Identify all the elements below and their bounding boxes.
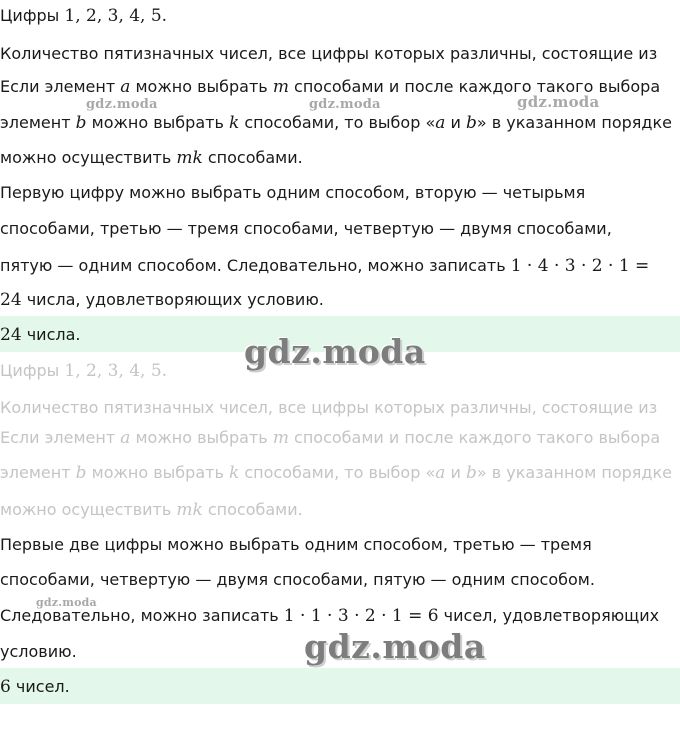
watermark-large-1: gdz.moda (244, 332, 426, 371)
rule-line-4: Если элемент a можно выбрать m способами и после каждого такого выбора (0, 428, 661, 448)
answer-text-2: 6 чисел. (0, 677, 70, 697)
task-statement-1: Количество пятизначных чисел, все цифры которых различны, состоящие из (0, 44, 658, 63)
task-statement-2: Количество пятизначных чисел, все цифры которых различны, состоящие из (0, 398, 658, 417)
rule-line-2: элемент b можно выбрать k способами, то выбор «a и b» в указанном порядке (0, 113, 672, 133)
watermark-small-1: gdz.moda (86, 97, 158, 112)
watermark-small-3: gdz.moda (517, 93, 600, 111)
rule-line-5: элемент b можно выбрать k способами, то выбор «a и b» в указанном порядке (0, 463, 672, 483)
solution-line-6: способами, четвертую — двумя способами, пятую — одним способом. (0, 570, 595, 589)
rule-line-3: можно осуществить mk способами. (0, 148, 303, 168)
answer-text-1: 24 числа. (0, 325, 81, 345)
solution-line-8: условию. (0, 642, 77, 661)
watermark-large-2: gdz.moda (304, 627, 486, 666)
rule-line-1: Если элемент a можно выбрать m способами и после каждого такого выбора (0, 77, 661, 97)
solution-line-7: Следовательно, можно записать 1 · 1 · 3 · 2 · 1 = 6 чисел, удовлетворяющих (0, 606, 660, 626)
solution-line-2: способами, третью — тремя способами, четвертую — двумя способами, (0, 219, 612, 238)
answer-box-2 (0, 668, 680, 704)
solution-line-5: Первые две цифры можно выбрать одним способом, третью — тремя (0, 535, 592, 554)
watermark-small-4: gdz.moda (36, 596, 97, 609)
solution-line-1: Первую цифру можно выбрать одним способом, вторую — четырьмя (0, 183, 586, 202)
task-title-2: Цифры 1, 2, 3, 4, 5. (0, 361, 168, 381)
watermark-small-2: gdz.moda (309, 97, 381, 112)
rule-line-6: можно осуществить mk способами. (0, 500, 303, 520)
solution-line-4: 24 числа, удовлетворяющих условию. (0, 290, 324, 310)
task-title-1: Цифры 1, 2, 3, 4, 5. (0, 6, 168, 26)
solution-line-3: пятую — одним способом. Следовательно, можно записать 1 · 4 · 3 · 2 · 1 = (0, 256, 650, 276)
